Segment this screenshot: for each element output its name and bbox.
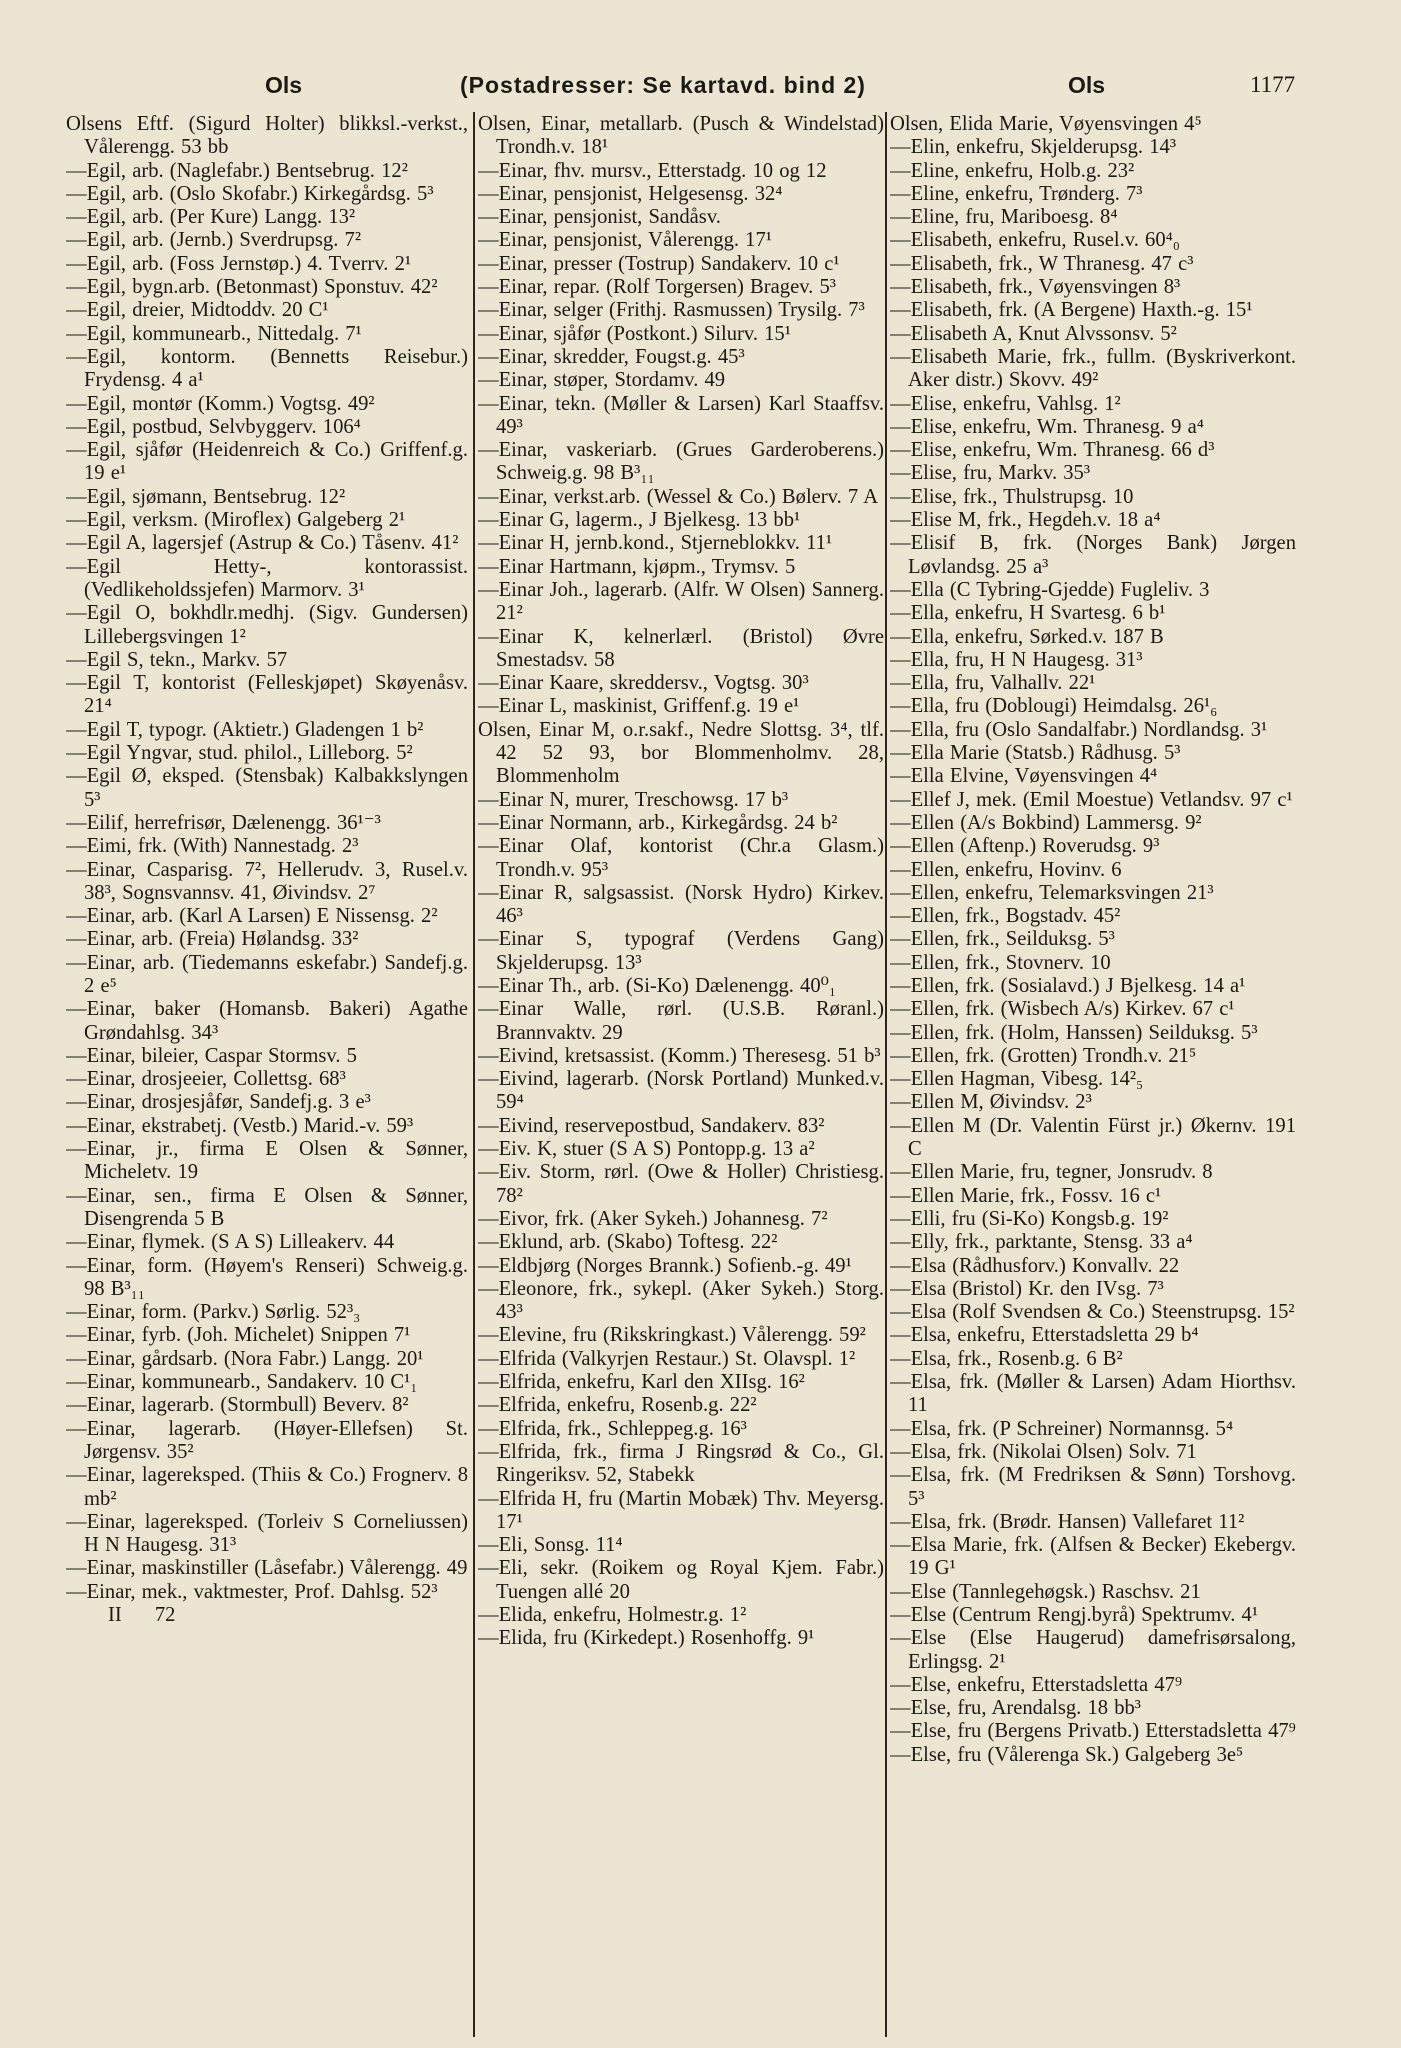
directory-entry: —Egil, arb. (Oslo Skofabr.) Kirkegårdsg. 5³ [66,182,434,205]
directory-entry: —Eline, fru, Mariboesg. 8⁴ [890,206,1118,229]
directory-entry: —Einar S, typograf (Verdens Gang) Skjelderupsg. 13³ [478,928,884,974]
directory-entry: —Einar, bileier, Caspar Stormsv. 5 [66,1044,357,1067]
directory-entry: —Elsa, enkefru, Etterstadsletta 29 b⁴ [890,1324,1199,1347]
directory-entry: —Elise M, frk., Hegdeh.v. 18 a⁴ [890,509,1161,532]
directory-entry: —Eleonore, frk., sykepl. (Aker Sykeh.) Storg. 43³ [478,1277,884,1324]
directory-entry: —Einar, jr., firma E Olsen & Sønner, Micheletv. 19 [66,1138,468,1184]
directory-entry: —Else (Tannlegehøgsk.) Raschsv. 21 [890,1580,1201,1603]
directory-entry: Olsen, Einar M, o.r.sakf., Nedre Slottsg. 3⁴, tlf. 42 52 93, bor Blommenholmv. 28, Blommenholm [478,718,884,788]
directory-entry: —Elfrida, frk., Schleppeg.g. 16³ [478,1417,747,1440]
directory-entry: —Einar, vaskeriarb. (Grues Garderoberens.) Schweig.g. 98 B³₁₁ [478,439,884,485]
directory-entry: —Elsa (Rolf Svendsen & Co.) Steenstrupsg. 15² [890,1301,1295,1324]
directory-entry: —Ellen, frk., Seilduksg. 5³ [890,928,1115,951]
directory-entry: Olsen, Einar, metallarb. (Pusch & Windelstad) Trondh.v. 18¹ [478,113,884,159]
directory-entry: —Einar, lagereksped. (Torleiv S Corneliussen) H N Haugesg. 31³ [66,1510,468,1557]
directory-entry: —Ellen, enkefru, Telemarksvingen 21³ [890,881,1214,904]
directory-entry: —Einar, pensjonist, Vålerengg. 17¹ [478,229,772,252]
directory-entry: —Einar Normann, arb., Kirkegårdsg. 24 b² [478,811,838,834]
directory-entry: —Eimi, frk. (With) Nannestadg. 2³ [66,835,359,858]
directory-entry: —Elsa, frk. (M Fredriksen & Sønn) Torshovg. 5³ [890,1464,1296,1510]
column-divider [885,112,887,2037]
directory-entry: —Einar, skredder, Fougst.g. 45³ [478,345,745,368]
directory-entry: —Ellen Marie, frk., Fossv. 16 c¹ [890,1184,1162,1207]
directory-entry: —Einar Joh., lagerarb. (Alfr. W Olsen) Sannerg. 21² [478,578,884,625]
directory-entry: —Elsa, frk. (P Schreiner) Normannsg. 5⁴ [890,1417,1234,1440]
directory-entry: —Einar, flymek. (S A S) Lilleakerv. 44 [66,1231,395,1254]
page-header [70,72,1340,112]
directory-entry: —Einar, sjåfør (Postkont.) Silurv. 15¹ [478,322,791,345]
directory-entry: —Eline, enkefru, Holb.g. 23² [890,159,1135,182]
directory-entry: —Einar, kommunearb., Sandakerv. 10 C¹₁ [66,1371,418,1394]
directory-entry: —Eivind, kretsassist. (Komm.) Theresesg. 51 b³ [478,1044,881,1067]
directory-entry: —Else, fru, Arendalsg. 18 bb³ [890,1697,1141,1720]
directory-entry: —Ellen, enkefru, Hovinv. 6 [890,858,1122,881]
directory-entry: —Egil, kommunearb., Nittedalg. 7¹ [66,322,362,345]
directory-entry: —Elfrida H, fru (Martin Mobæk) Thv. Meyersg. 17¹ [478,1487,884,1533]
directory-entry: —Ella, fru (Doblougi) Heimdalsg. 26¹₆ [890,695,1218,718]
directory-entry: —Elise, enkefru, Wm. Thranesg. 9 a⁴ [890,415,1204,438]
directory-entry: —Einar R, salgsassist. (Norsk Hydro) Kirkev. 46³ [478,881,884,928]
directory-entry: —Elisabeth, frk., Vøyensvingen 8³ [890,276,1181,299]
directory-entry: —Einar, støper, Stordamv. 49 [478,369,726,392]
directory-entry: —Einar, arb. (Tiedemanns eskefabr.) Sandefj.g. 2 e⁵ [66,951,468,997]
directory-entry: —Einar, lagerarb. (Høyer-Ellefsen) St. Jørgensv. 35² [66,1417,468,1463]
directory-entry: —Egil, arb. (Per Kure) Langg. 13² [66,206,356,229]
directory-entry: —Ella, enkefru, H Svartesg. 6 b¹ [890,602,1166,625]
directory-entry: —Elfrida, enkefru, Karl den XIIsg. 16² [478,1371,805,1394]
directory-entry: —Ellef J, mek. (Emil Moestue) Vetlandsv. 97 c¹ [890,788,1293,811]
directory-entry: —Eli, Sonsg. 11⁴ [478,1534,623,1557]
directory-entry: —Ellen (A/s Bokbind) Lammersg. 9² [890,811,1202,834]
directory-entry: —Einar, pensjonist, Helgesensg. 32⁴ [478,182,783,205]
header-postal-note: (Postadresser: Se kartavd. bind 2) [460,72,866,98]
directory-entry: —Elly, frk., parktante, Stensg. 33 a⁴ [890,1231,1193,1254]
directory-entry: —Egil, postbud, Selvbyggerv. 106⁴ [66,415,361,438]
directory-entry: —Einar, gårdsarb. (Nora Fabr.) Langg. 20¹ [66,1347,424,1370]
directory-entry: —Elsa, frk. (Nikolai Olsen) Solv. 71 [890,1440,1197,1463]
directory-entry: —Einar, Casparisg. 7², Hellerudv. 3, Rusel.v. 38³, Sognsvannsv. 41, Øivindsv. 2⁷ [66,858,468,904]
directory-entry: —Einar, drosjeeier, Collettsg. 68³ [66,1068,346,1091]
directory-entry: —Einar, pensjonist, Sandåsv. [478,206,721,229]
directory-entry: —Einar Th., arb. (Si-Ko) Dælenengg. 40⁰₁ [478,974,837,997]
directory-entry: —Einar, tekn. (Møller & Larsen) Karl Staaffsv. 49³ [478,392,884,438]
directory-entry: —Ellen, frk. (Grotten) Trondh.v. 21⁵ [890,1044,1197,1067]
directory-entry: —Egil, dreier, Midtoddv. 20 C¹ [66,299,329,322]
directory-entry: —Einar K, kelnerlærl. (Bristol) Øvre Smestadsv. 58 [478,625,884,671]
directory-entry: —Elli, fru (Si-Ko) Kongsb.g. 19² [890,1207,1169,1230]
directory-entry: —Eline, enkefru, Trønderg. 7³ [890,182,1143,205]
directory-entry: —Einar, form. (Høyem's Renseri) Schweig.g. 98 B³₁₁ [66,1254,468,1300]
directory-entry: —Ella, fru, Valhallv. 22¹ [890,672,1096,695]
directory-entry: —Egil, verksm. (Miroflex) Galgeberg 2¹ [66,509,406,532]
directory-column-1 [66,113,468,2023]
directory-entry: —Egil Yngvar, stud. philol., Lilleborg. 5² [66,742,413,765]
directory-entry: —Elisabeth, frk. (A Bergene) Haxth.-g. 15¹ [890,299,1253,322]
directory-entry: —Ellen M, Øivindsv. 2³ [890,1091,1092,1114]
directory-entry: —Eklund, arb. (Skabo) Toftesg. 22² [478,1231,778,1254]
header-right-keyword: Ols [1068,72,1106,98]
directory-entry: —Egil T, kontorist (Felleskjøpet) Skøyenåsv. 21⁴ [66,672,468,718]
directory-entry: —Elisabeth, enkefru, Rusel.v. 60⁴₀ [890,229,1180,252]
directory-entry: —Elin, enkefru, Skjelderupsg. 14³ [890,136,1176,159]
directory-entry: —Egil, arb. (Jernb.) Sverdrupsg. 7² [66,229,361,252]
directory-entry: —Einar, baker (Homansb. Bakeri) Agathe Grøndahlsg. 34³ [66,998,468,1044]
directory-entry: —Eiv. Storm, rørl. (Owe & Holler) Christiesg. 78² [478,1161,884,1207]
directory-entry: —Einar, selger (Frithj. Rasmussen) Trysilg. 7³ [478,299,865,322]
directory-entry: —Ellen, frk. (Wisbech A/s) Kirkev. 67 c¹ [890,998,1235,1021]
directory-entry: —Elise, enkefru, Vahlsg. 1² [890,392,1121,415]
directory-column-2 [478,113,884,2023]
directory-entry: —Ellen M (Dr. Valentin Fürst jr.) Økernv. 191 C [890,1114,1296,1161]
directory-entry: —Einar Hartmann, kjøpm., Trymsv. 5 [478,555,796,578]
directory-entry: —Einar G, lagerm., J Bjelkesg. 13 bb¹ [478,509,801,532]
directory-entry: —Ellen, frk. (Sosialavd.) J Bjelkesg. 14 a¹ [890,974,1246,997]
directory-entry: —Egil, arb. (Naglefabr.) Bentsebrug. 12² [66,159,408,182]
directory-entry: —Ella (C Tybring-Gjedde) Fugleliv. 3 [890,578,1210,601]
directory-entry: —Egil Ø, eksped. (Stensbak) Kalbakkslyngen 5³ [66,765,468,811]
directory-entry: —Egil O, bokhdlr.medhj. (Sigv. Gundersen) Lillebergsvingen 1² [66,602,468,648]
directory-entry: —Einar, form. (Parkv.) Sørlig. 52³₃ [66,1301,361,1324]
directory-entry: —Egil, bygn.arb. (Betonmast) Sponstuv. 42² [66,276,438,299]
signature-mark: II 72 [108,1604,176,1626]
directory-entry: —Eivind, reservepostbud, Sandakerv. 83² [478,1114,825,1137]
directory-entry: —Einar, mek., vaktmester, Prof. Dahlsg. 52³ [66,1580,438,1603]
directory-entry: —Eiv. K, stuer (S A S) Pontopp.g. 13 a² [478,1138,815,1161]
page-number: 1177 [1250,72,1296,97]
directory-entry: —Einar, arb. (Freia) Hølandsg. 33² [66,928,359,951]
directory-entry: —Ella, fru (Oslo Sandalfabr.) Nordlandsg. 3¹ [890,718,1268,741]
directory-entry: —Egil A, lagersjef (Astrup & Co.) Tåsenv. 41² [66,532,459,555]
directory-entry: —Else, fru (Bergens Privatb.) Etterstadsletta 47⁹ [890,1720,1296,1743]
directory-entry: —Eli, sekr. (Roikem og Royal Kjem. Fabr.) Tuengen allé 20 [478,1557,884,1603]
directory-entry: —Eldbjørg (Norges Brannk.) Sofienb.-g. 49¹ [478,1254,852,1277]
directory-entry: —Einar L, maskinist, Griffenf.g. 19 e¹ [478,695,800,718]
directory-entry: —Ellen, frk., Stovnerv. 10 [890,951,1111,974]
directory-entry: —Eivor, frk. (Aker Sykeh.) Johannesg. 7² [478,1207,828,1230]
directory-entry: —Elfrida, frk., firma J Ringsrød & Co., Gl. Ringeriksv. 52, Stabekk [478,1440,884,1487]
directory-entry: —Einar, drosjesjåfør, Sandefj.g. 3 e³ [66,1091,371,1114]
directory-entry: —Else (Centrum Rengj.byrå) Spektrumv. 4¹ [890,1604,1259,1626]
directory-entry: —Elevine, fru (Rikskringkast.) Vålerengg. 59² [478,1324,866,1347]
directory-entry: —Egil, montør (Komm.) Vogtsg. 49² [66,392,375,415]
directory-entry: —Eivind, lagerarb. (Norsk Portland) Munked.v. 59⁴ [478,1068,884,1114]
directory-entry: —Ellen Hagman, Vibesg. 14²₅ [890,1068,1144,1091]
directory-entry: Olsens Eftf. (Sigurd Holter) blikksl.-verkst., Vålerengg. 53 bb [66,113,468,159]
directory-entry: —Elfrida (Valkyrjen Restaur.) St. Olavspl. 1² [478,1347,856,1370]
directory-entry: —Einar, fyrb. (Joh. Michelet) Snippen 7¹ [66,1324,411,1347]
directory-entry: —Egil T, typogr. (Aktietr.) Gladengen 1 b² [66,718,424,741]
directory-entry: Olsen, Elida Marie, Vøyensvingen 4⁵ [890,113,1202,135]
directory-entry: —Elisabeth A, Knut Alvssonsv. 5² [890,322,1177,345]
directory-entry: —Einar H, jernb.kond., Stjerneblokkv. 11¹ [478,532,833,555]
directory-entry: —Einar, arb. (Karl A Larsen) E Nissensg. 2² [66,905,438,928]
directory-column-3 [890,113,1296,2023]
directory-entry: —Einar, presser (Tostrup) Sandakerv. 10 c¹ [478,252,840,275]
directory-entry: —Ellen, frk. (Holm, Hanssen) Seilduksg. 5³ [890,1021,1258,1044]
directory-entry: —Egil, arb. (Foss Jernstøp.) 4. Tverrv. 2¹ [66,252,412,275]
directory-entry: —Elise, enkefru, Wm. Thranesg. 66 d³ [890,439,1215,462]
directory-entry: —Eilif, herrefrisør, Dælenengg. 36¹⁻³ [66,811,381,834]
directory-entry: —Ella Marie (Statsb.) Rådhusg. 5³ [890,742,1181,765]
directory-entry: —Egil, sjåfør (Heidenreich & Co.) Griffenf.g. 19 e¹ [66,439,468,485]
directory-entry: —Einar Kaare, skreddersv., Vogtsg. 30³ [478,672,809,695]
directory-entry: —Einar N, murer, Treschowsg. 17 b³ [478,788,789,811]
directory-entry: —Elfrida, enkefru, Rosenb.g. 22² [478,1394,757,1417]
directory-entry: —Else, enkefru, Etterstadsletta 47⁹ [890,1673,1183,1696]
directory-entry: —Einar, sen., firma E Olsen & Sønner, Disengrenda 5 B [66,1184,468,1230]
directory-entry: —Einar, verkst.arb. (Wessel & Co.) Bølerv. 7 A [478,485,879,508]
directory-entry: —Einar, lagereksped. (Thiis & Co.) Frognerv. 8 mb² [66,1464,468,1510]
directory-entry: —Einar, lagerarb. (Stormbull) Beverv. 8² [66,1394,409,1417]
directory-entry: —Elise, fru, Markv. 35³ [890,462,1091,485]
directory-entry: —Einar Olaf, kontorist (Chr.a Glasm.) Trondh.v. 95³ [478,835,884,881]
directory-entry: —Egil, kontorm. (Bennetts Reisebur.) Frydensg. 4 a¹ [66,345,468,392]
directory-entry: —Elida, fru (Kirkedept.) Rosenhoffg. 9¹ [478,1627,815,1650]
directory-entry: —Einar, maskinstiller (Låsefabr.) Vålerengg. 49 [66,1557,468,1580]
directory-entry: —Elisabeth Marie, frk., fullm. (Byskriverkont. Aker distr.) Skovv. 49² [890,345,1296,392]
directory-entry: —Elsa, frk. (Brødr. Hansen) Vallefaret 11² [890,1510,1245,1533]
directory-entry: —Else, fru (Vålerenga Sk.) Galgeberg 3e⁵ [890,1743,1244,1766]
directory-entry: —Ellen Marie, fru, tegner, Jonsrudv. 8 [890,1161,1213,1184]
directory-entry: —Ellen, frk., Bogstadv. 45² [890,905,1121,928]
directory-entry: —Elsa, frk., Rosenb.g. 6 B² [890,1347,1123,1370]
directory-entry: —Einar, fhv. mursv., Etterstadg. 10 og 12 [478,159,827,182]
directory-entry: —Elsa, frk. (Møller & Larsen) Adam Hiorthsv. 11 [890,1371,1296,1417]
directory-entry: —Elisif B, frk. (Norges Bank) Jørgen Løvlandsg. 25 a³ [890,532,1296,578]
directory-entry: —Elida, enkefru, Holmestr.g. 1² [478,1604,747,1626]
directory-entry: —Ella Elvine, Vøyensvingen 4⁴ [890,765,1158,788]
directory-entry: —Egil, sjømann, Bentsebrug. 12² [66,485,346,508]
directory-entry: —Else (Else Haugerud) damefrisørsalong, Erlingsg. 2¹ [890,1627,1296,1673]
directory-entry: —Einar Walle, rørl. (U.S.B. Røranl.) Brannvaktv. 29 [478,998,884,1044]
directory-entry: —Elsa Marie, frk. (Alfsen & Becker) Ekebergv. 19 G¹ [890,1534,1296,1580]
directory-entry: —Egil Hetty-, kontorassist. (Vedlikeholdssjefen) Marmorv. 3¹ [66,555,468,601]
header-left-keyword: Ols [265,72,303,98]
directory-entry: —Ellen (Aftenp.) Roverudsg. 9³ [890,835,1160,858]
directory-entry: —Elsa (Rådhusforv.) Konvallv. 22 [890,1254,1180,1277]
directory-entry: —Elise, frk., Thulstrupsg. 10 [890,485,1134,508]
directory-entry: —Einar, repar. (Rolf Torgersen) Bragev. 5³ [478,276,836,299]
directory-entry: —Elisabeth, frk., W Thranesg. 47 c³ [890,252,1194,275]
directory-entry: —Ella, fru, H N Haugesg. 31³ [890,648,1143,671]
directory-entry: —Einar, ekstrabetj. (Vestb.) Marid.-v. 59³ [66,1114,414,1137]
column-divider [473,112,475,2037]
directory-entry: —Elsa (Bristol) Kr. den IVsg. 7³ [890,1277,1164,1300]
directory-entry: —Egil S, tekn., Markv. 57 [66,648,288,671]
directory-entry: —Ella, enkefru, Sørked.v. 187 B [890,625,1164,648]
